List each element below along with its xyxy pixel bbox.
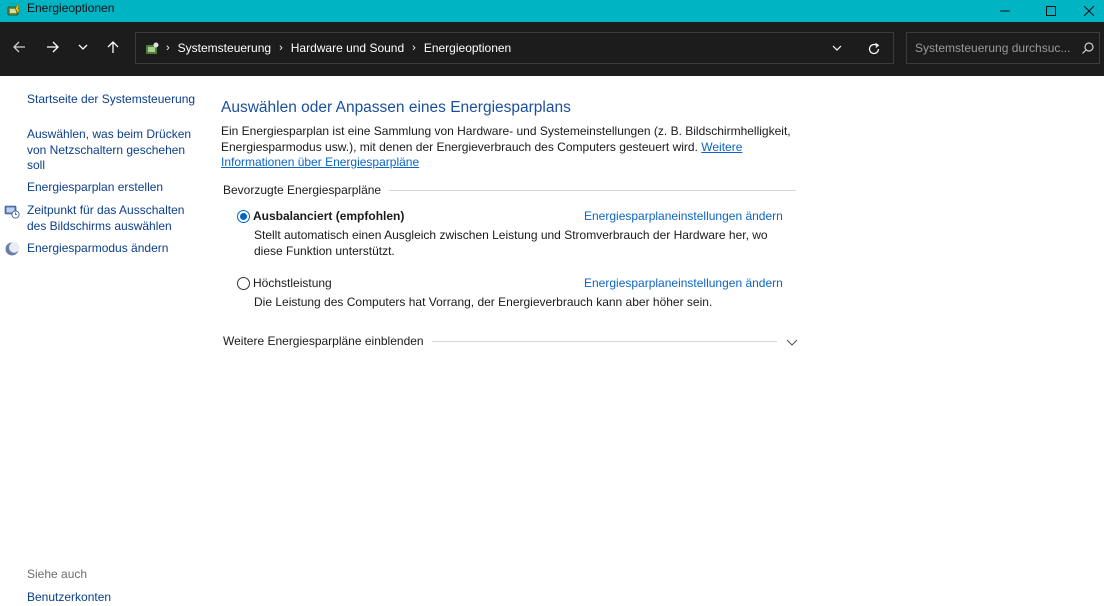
- arrow-up-icon: [106, 40, 120, 54]
- plan-high-performance-label[interactable]: Höchstleistung: [253, 276, 332, 290]
- sidebar-item-sleep-mode[interactable]: Energiesparmodus ändern: [27, 241, 169, 255]
- address-bar[interactable]: [135, 32, 894, 64]
- see-also-heading: Siehe auch: [27, 567, 88, 581]
- breadcrumb-separator-icon: ›: [412, 42, 416, 54]
- left-pane: [0, 76, 200, 602]
- forward-button[interactable]: [42, 36, 64, 58]
- breadcrumb-separator-icon: ›: [279, 42, 283, 54]
- arrow-right-icon: [46, 40, 60, 54]
- breadcrumb: [166, 33, 511, 63]
- refresh-button[interactable]: [866, 41, 882, 57]
- description-text: Ein Energiesparplan ist eine Sammlung von Hardware- und Systemeinstellungen (z. B. Bildschirmhelligkeit, Energiesparmodus usw.), mit denen der Energieverbrauch des Computers gesteuert wird.: [221, 124, 791, 154]
- group-divider: [423, 341, 777, 342]
- search-input[interactable]: [915, 39, 1073, 57]
- page-description: [221, 124, 791, 171]
- breadcrumb-item[interactable]: Hardware und Sound: [290, 41, 405, 55]
- chevron-down-icon: [78, 42, 88, 52]
- plan-balanced-radio[interactable]: [237, 210, 250, 223]
- chevron-down-icon: [785, 335, 799, 349]
- sidebar-item-display-off[interactable]: Zeitpunkt für das Ausschalten des Bildschirms auswählen: [27, 203, 185, 233]
- control-panel-icon: [144, 41, 160, 57]
- recent-locations-button[interactable]: [74, 36, 92, 58]
- show-more-plans-label: Weitere Energiesparpläne einblenden: [223, 334, 432, 348]
- group-label: Bevorzugte Energiesparpläne: [223, 183, 389, 197]
- maximize-button[interactable]: [1028, 0, 1074, 22]
- back-button[interactable]: [8, 36, 30, 58]
- more-info-link[interactable]: Weitere Informationen über Energiesparpläne: [221, 139, 743, 169]
- arrow-left-icon: [12, 40, 26, 54]
- maximize-icon: [1046, 6, 1056, 16]
- close-icon: [1084, 6, 1094, 16]
- page-title: Auswählen oder Anpassen eines Energiesparplans: [221, 99, 571, 116]
- window-title: Energieoptionen: [27, 1, 115, 15]
- show-more-plans-button[interactable]: [223, 334, 801, 350]
- moon-icon: [4, 241, 20, 257]
- up-button[interactable]: [102, 36, 124, 58]
- monitor-clock-icon: [4, 203, 20, 219]
- minimize-icon: [1000, 6, 1010, 16]
- title-bar: [0, 0, 1104, 22]
- plan-high-performance-settings-link[interactable]: Energiesparplaneinstellungen ändern: [584, 276, 783, 290]
- breadcrumb-separator-icon: ›: [166, 42, 170, 54]
- plan-high-performance-description: Die Leistung des Computers hat Vorrang, der Energieverbrauch kann aber höher sein.: [254, 295, 713, 309]
- minimize-button[interactable]: [982, 0, 1028, 22]
- breadcrumb-item[interactable]: Energieoptionen: [423, 41, 512, 55]
- sidebar-item-create-plan[interactable]: Energiesparplan erstellen: [27, 180, 164, 194]
- plan-high-performance-radio[interactable]: [237, 277, 250, 290]
- address-dropdown-button[interactable]: [830, 41, 844, 55]
- see-also-user-accounts[interactable]: Benutzerkonten: [27, 590, 112, 604]
- plan-balanced-settings-link[interactable]: Energiesparplaneinstellungen ändern: [584, 209, 783, 223]
- power-options-icon: [6, 2, 22, 18]
- close-button[interactable]: [1074, 0, 1104, 22]
- search-box[interactable]: [906, 32, 1100, 64]
- breadcrumb-item[interactable]: Systemsteuerung: [177, 41, 272, 55]
- plan-balanced-label[interactable]: Ausbalanciert (empfohlen): [253, 209, 405, 223]
- search-icon[interactable]: [1081, 41, 1095, 55]
- plan-balanced-description: Stellt automatisch einen Ausgleich zwischen Leistung und Stromverbrauch der Hardware her, wo diese Funktion unterstützt.: [254, 228, 768, 258]
- sidebar-item-power-buttons[interactable]: Auswählen, was beim Drücken von Netzschaltern geschehen soll: [27, 127, 192, 172]
- chevron-down-icon: [832, 43, 842, 53]
- sidebar-item-control-panel-home[interactable]: Startseite der Systemsteuerung: [27, 92, 196, 106]
- preferred-plans-group: [223, 183, 798, 199]
- navigation-bar: [0, 22, 1104, 76]
- refresh-icon: [867, 42, 881, 56]
